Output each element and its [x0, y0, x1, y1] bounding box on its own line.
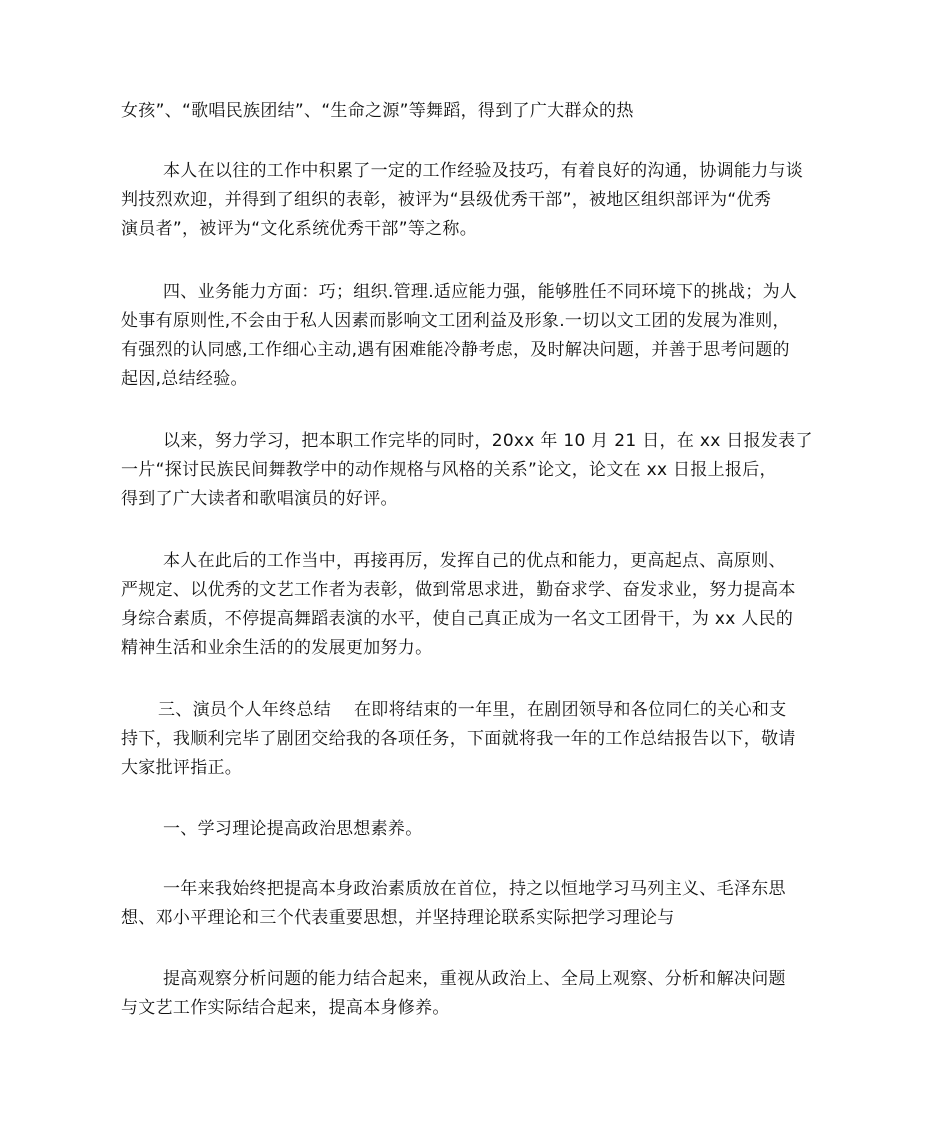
text-line: 处事有原则性,不会由于私人因素而影响文工团利益及形象.一切以文工团的发展为准则，: [121, 311, 790, 331]
text-line: 本人在此后的工作当中，再接再厉，发挥自己的优点和能力，更高起点、高原则、: [163, 551, 786, 571]
text-line: 得到了广大读者和歌唱演员的好评。: [121, 489, 398, 509]
text-line: 严规定、以优秀的文艺工作者为表彰，做到常思求进，勤奋求学、奋发求业，努力提高本: [121, 580, 796, 600]
text-line: 一年来我始终把提高本身政治素质放在首位，持之以恒地学习马列主义、毛泽东思: [163, 879, 786, 899]
text-line: 三、演员个人年终总结 在即将结束的一年里，在剧团领导和各位同仁的关心和支: [158, 700, 787, 720]
text-line: 本人在以往的工作中积累了一定的工作经验及技巧，有着良好的沟通，协调能力与谈: [163, 161, 804, 181]
text-line: 起因,总结经验。: [121, 369, 248, 389]
text-line: 提高观察分析问题的能力结合起来，重视从政治上、全局上观察、分析和解决问题: [163, 969, 786, 989]
text-line: 一、学习理论提高政治思想素养。: [163, 819, 423, 839]
text-line: 以来，努力学习，把本职工作完毕的同时，20xx 年 10 月 21 日，在 xx 日报发表了: [163, 431, 813, 451]
text-line: 演员者”，被评为“文化系统优秀干部”等之称。: [121, 219, 478, 239]
text-line: 有强烈的认同感,工作细心主动,遇有困难能冷静考虑，及时解决问题，并善于思考问题的: [121, 340, 790, 360]
text-line: 大家批评指正。: [121, 758, 243, 778]
text-line: 身综合素质，不停提高舞蹈表演的水平，使自己真正成为一名文工团骨干，为 xx 人民的: [121, 609, 794, 629]
text-line: 与文艺工作实际结合起来，提高本身修养。: [121, 998, 450, 1018]
text-line: 精神生活和业余生活的的发展更加努力。: [121, 638, 433, 658]
text-line: 四、业务能力方面：巧；组织.管理.适应能力强，能够胜任不同环境下的挑战；为人: [163, 282, 798, 302]
text-line: 女孩”、“歌唱民族团结”、“生命之源”等舞蹈，得到了广大群众的热: [121, 101, 634, 121]
text-line: 判技烈欢迎，并得到了组织的表彰，被评为“县级优秀干部”，被地区组织部评为“优秀: [121, 190, 772, 210]
text-line: 一片“探讨民族民间舞教学中的动作规格与风格的关系”论文，论文在 xx 日报上报后，: [121, 460, 777, 480]
text-line: 想、邓小平理论和三个代表重要思想，并坚持理论联系实际把学习理论与: [121, 908, 675, 928]
text-line: 持下，我顺利完毕了剧团交给我的各项任务，下面就将我一年的工作总结报告以下，敬请: [121, 729, 796, 749]
